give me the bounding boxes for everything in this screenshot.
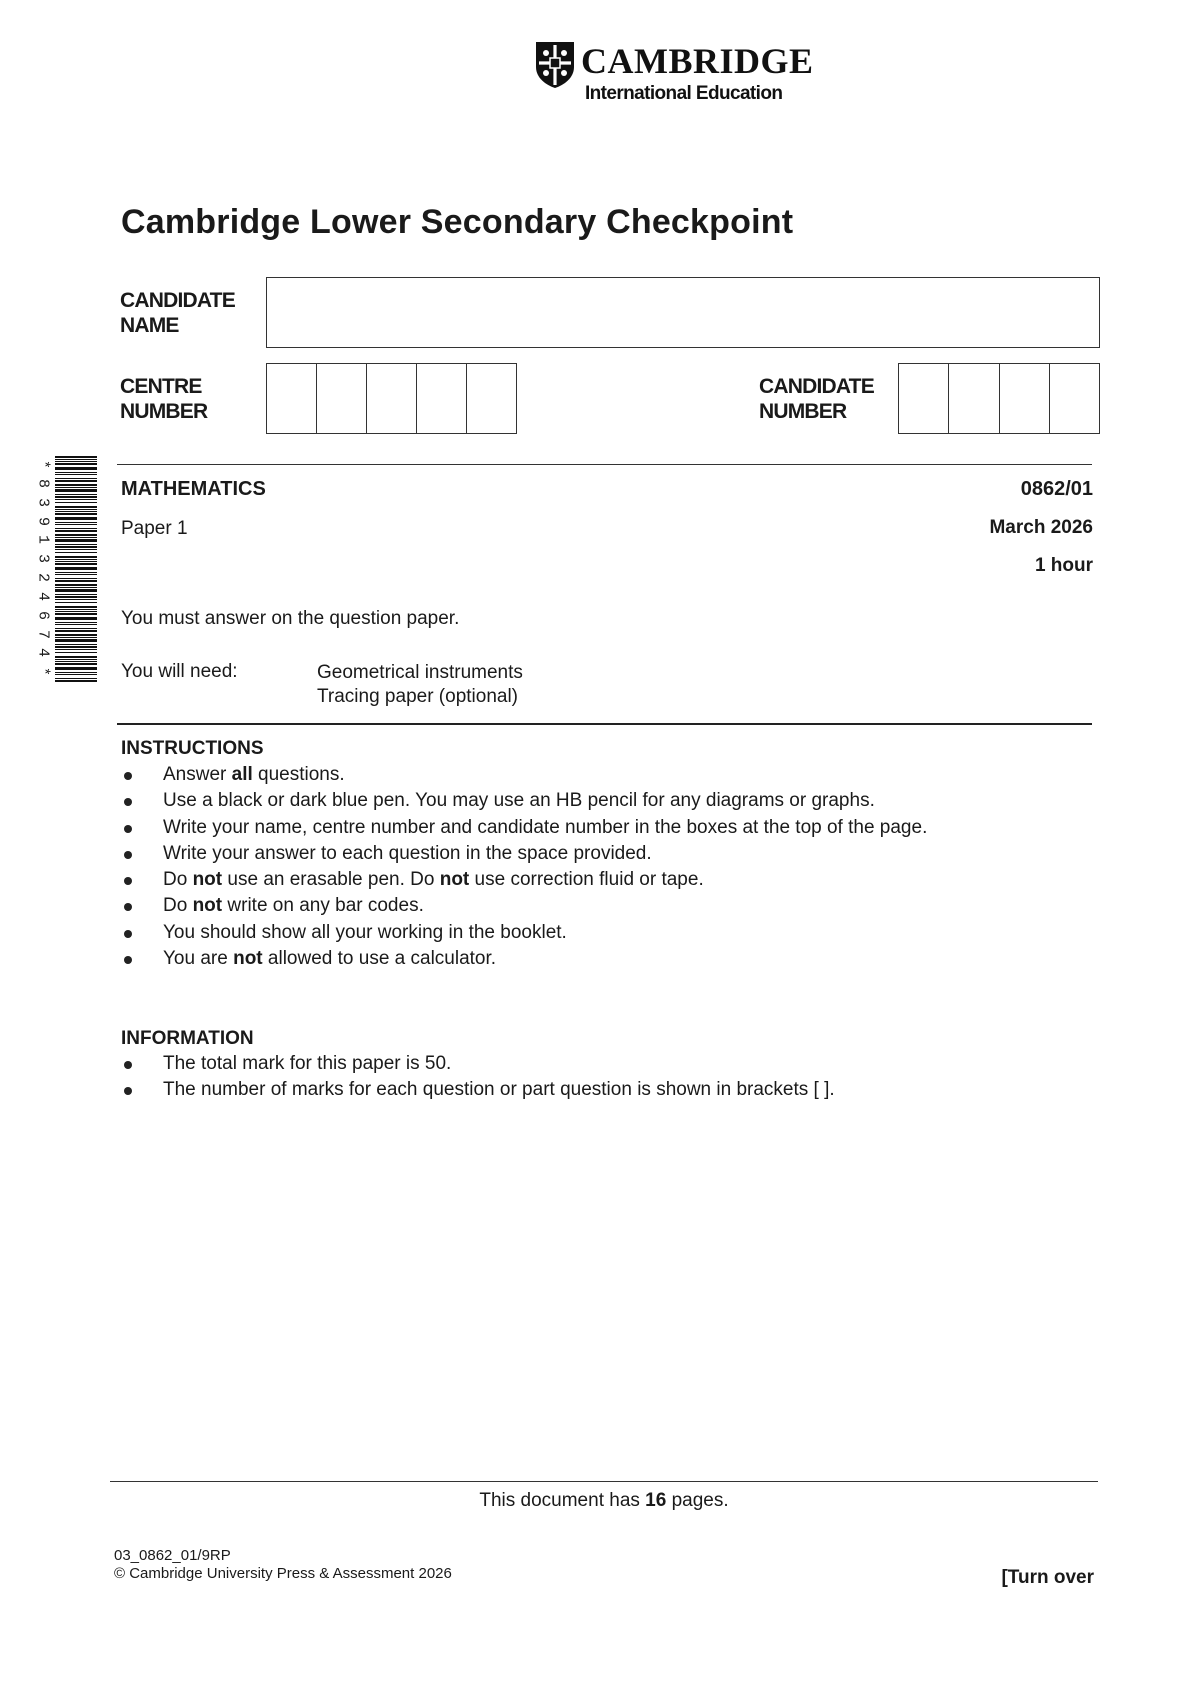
barcode-bar xyxy=(55,624,97,625)
need-item: Tracing paper (optional) xyxy=(317,686,519,707)
paper-number: Paper 1 xyxy=(121,518,188,539)
barcode-bar xyxy=(55,539,97,542)
instructions-heading: INSTRUCTIONS xyxy=(121,738,264,759)
text: questions. xyxy=(252,764,345,785)
text: Use a black or dark blue pen. You may use an HB pencil for any diagrams or graphs. xyxy=(163,790,875,812)
text: use correction fluid or tape. xyxy=(469,869,704,891)
text: You are xyxy=(163,948,234,970)
barcode-bar xyxy=(55,602,97,603)
digit-cell[interactable] xyxy=(267,364,317,433)
digit-cell[interactable] xyxy=(1050,364,1099,433)
barcode-bar xyxy=(55,634,97,636)
list-item xyxy=(121,841,927,867)
digit-cell[interactable] xyxy=(1000,364,1050,433)
instructions-list xyxy=(121,762,927,972)
label-line: NAME xyxy=(120,314,179,337)
list-item xyxy=(121,788,927,814)
barcode-bar xyxy=(55,646,97,648)
barcode-digit: 9 xyxy=(34,516,52,526)
list-item xyxy=(121,946,927,972)
digit-cell[interactable] xyxy=(899,364,949,433)
logo-wordmark: CAMBRIDGE xyxy=(581,41,814,81)
page-count-text: This document has xyxy=(479,1490,646,1511)
barcode-digit: 3 xyxy=(34,554,52,564)
barcode-bar xyxy=(55,594,97,595)
barcode-bar xyxy=(55,589,97,592)
barcode-bar xyxy=(55,463,97,465)
turn-over: [Turn over xyxy=(1001,1567,1094,1588)
barcode-bar xyxy=(55,572,97,573)
label-line: NUMBER xyxy=(120,400,208,423)
footer-divider xyxy=(110,1481,1098,1482)
barcode-bar xyxy=(55,524,97,525)
barcode-bar xyxy=(55,534,97,536)
list-item xyxy=(121,893,927,919)
barcode-bar xyxy=(55,649,97,650)
barcode-bar xyxy=(55,563,97,565)
barcode-digit: 2 xyxy=(34,572,52,582)
barcode-number xyxy=(33,456,53,682)
barcode-bar xyxy=(55,484,97,486)
list-item xyxy=(121,762,927,788)
barcode-bar xyxy=(55,461,97,462)
label-line: CANDIDATE xyxy=(120,289,235,312)
barcode-bar xyxy=(55,480,97,482)
barcode-bar xyxy=(55,667,97,670)
barcode-digit: * xyxy=(34,459,52,469)
barcode-bar xyxy=(55,606,97,608)
exam-title: Cambridge Lower Secondary Checkpoint xyxy=(121,203,794,241)
list-item xyxy=(121,1051,835,1077)
list-item xyxy=(121,1077,835,1103)
barcode-digit: 7 xyxy=(34,629,52,639)
text: allowed to use a calculator. xyxy=(262,948,497,970)
answer-note: You must answer on the question paper. xyxy=(121,608,460,629)
you-will-need-label: You will need: xyxy=(121,661,238,682)
barcode-bar xyxy=(55,522,97,523)
emphasis: all xyxy=(231,764,253,785)
barcode-bar xyxy=(55,630,97,632)
barcode-bar xyxy=(55,556,97,558)
barcode-bar xyxy=(55,672,97,673)
barcode-bar xyxy=(55,599,97,600)
information-list xyxy=(121,1051,835,1104)
barcode-bar xyxy=(55,559,97,560)
session: March 2026 xyxy=(989,517,1093,538)
barcode-digit: 1 xyxy=(34,535,52,545)
subject: MATHEMATICS xyxy=(121,478,266,500)
barcode-bar xyxy=(55,544,97,545)
shield-icon xyxy=(535,41,575,89)
barcode-bar xyxy=(55,546,97,548)
text: Do xyxy=(163,895,193,917)
barcode-bar xyxy=(55,652,97,653)
digit-cell[interactable] xyxy=(367,364,417,433)
barcode-bar xyxy=(55,680,97,682)
barcode-bar xyxy=(55,467,97,470)
text: Write your name, centre number and candidate number in the boxes at the top of the page. xyxy=(163,816,928,838)
list-item xyxy=(121,867,927,893)
barcode-bar xyxy=(55,456,97,458)
need-item: Geometrical instruments xyxy=(317,662,523,683)
centre-number-field[interactable] xyxy=(266,363,517,434)
barcode-bar xyxy=(55,513,97,515)
barcode-bar xyxy=(55,509,97,510)
barcode-bar xyxy=(55,611,97,612)
digit-cell[interactable] xyxy=(949,364,999,433)
cambridge-logo xyxy=(535,38,814,108)
barcode-bar xyxy=(55,663,97,665)
barcode-bar xyxy=(55,552,97,553)
text: The total mark for this paper is 50. xyxy=(163,1053,452,1074)
barcode-bar xyxy=(55,459,97,460)
barcode-bar xyxy=(55,674,97,675)
barcode-bar xyxy=(55,478,97,479)
barcode-bar xyxy=(55,537,97,538)
barcode-digit: * xyxy=(34,667,52,677)
candidate-number-label xyxy=(759,374,874,424)
label-line: CENTRE xyxy=(120,375,202,398)
you-will-need-list xyxy=(317,661,523,709)
barcode-bar xyxy=(55,567,97,570)
barcode-bar xyxy=(55,574,97,575)
text: write on any bar codes. xyxy=(222,895,424,917)
text: use an erasable pen. Do xyxy=(222,869,440,891)
barcode-bar xyxy=(55,637,97,638)
barcode-bar xyxy=(55,502,97,503)
barcode-bar xyxy=(55,496,97,498)
barcode-digit: 4 xyxy=(34,648,52,658)
barcode-bar xyxy=(55,639,97,642)
page-count-note xyxy=(0,1490,1200,1512)
digit-cell[interactable] xyxy=(417,364,467,433)
barcode-bar xyxy=(55,628,97,629)
page-count-number: 16 xyxy=(645,1490,667,1511)
copyright: © Cambridge University Press & Assessment 2026 xyxy=(114,1565,452,1582)
barcode-bar xyxy=(55,617,97,620)
barcode-bar xyxy=(55,530,97,532)
barcode-bar xyxy=(55,472,97,473)
barcode-bar xyxy=(55,511,97,512)
barcode-bar xyxy=(55,678,97,679)
barcode-bar xyxy=(55,661,97,662)
barcode-bar xyxy=(55,656,97,658)
text: Do xyxy=(163,869,193,891)
barcode-bar xyxy=(55,487,97,488)
text: The number of marks for each question or part question is shown in brackets [ ]. xyxy=(163,1079,835,1101)
text: Answer xyxy=(163,764,232,785)
candidate-name-field[interactable] xyxy=(266,277,1100,348)
text: You should show all your working in the booklet. xyxy=(163,921,567,943)
information-heading: INFORMATION xyxy=(121,1028,254,1049)
candidate-name-label xyxy=(120,288,235,338)
barcode-bar xyxy=(55,609,97,610)
list-item xyxy=(121,920,927,946)
barcode-bar xyxy=(55,474,97,475)
list-item xyxy=(121,815,927,841)
barcode-bar xyxy=(55,580,97,582)
divider xyxy=(117,464,1092,465)
barcode-bar xyxy=(55,587,97,588)
divider xyxy=(117,723,1092,725)
barcode-bar xyxy=(55,489,97,492)
paper-reference: 03_0862_01/9RP xyxy=(114,1547,231,1564)
duration: 1 hour xyxy=(1034,555,1093,576)
barcode-bar xyxy=(55,578,97,579)
barcode-bar xyxy=(55,596,97,598)
digit-cell[interactable] xyxy=(317,364,367,433)
barcode-bar xyxy=(55,622,97,623)
emphasis: not xyxy=(233,948,263,970)
barcode-bar xyxy=(55,659,97,660)
digit-cell[interactable] xyxy=(467,364,516,433)
emphasis: not xyxy=(192,895,223,917)
barcode-digit: 8 xyxy=(34,478,52,488)
emphasis: not xyxy=(192,869,223,891)
barcode-bar xyxy=(55,613,97,615)
text: Write your answer to each question in the space provided. xyxy=(163,842,652,864)
barcode-bar xyxy=(55,517,97,520)
paper-code: 0862/01 xyxy=(1020,478,1093,500)
label-line: NUMBER xyxy=(759,400,847,423)
barcode-digit: 6 xyxy=(34,610,52,620)
barcode-bar xyxy=(55,506,97,508)
barcode-bar xyxy=(55,494,97,495)
label-line: CANDIDATE xyxy=(759,375,874,398)
candidate-number-field[interactable] xyxy=(898,363,1100,434)
barcode xyxy=(55,456,97,682)
barcode-bar xyxy=(55,561,97,562)
logo-tagline: International Education xyxy=(585,83,783,104)
emphasis: not xyxy=(439,869,470,891)
page-count-text: pages. xyxy=(666,1490,729,1511)
barcode-bar xyxy=(55,584,97,586)
barcode-bar xyxy=(55,644,97,645)
barcode-bar xyxy=(55,528,97,529)
barcode-digit: 3 xyxy=(34,497,52,507)
centre-number-label xyxy=(120,374,207,424)
barcode-bar xyxy=(55,549,97,550)
barcode-bar xyxy=(55,499,97,500)
barcode-digit: 4 xyxy=(34,591,52,601)
